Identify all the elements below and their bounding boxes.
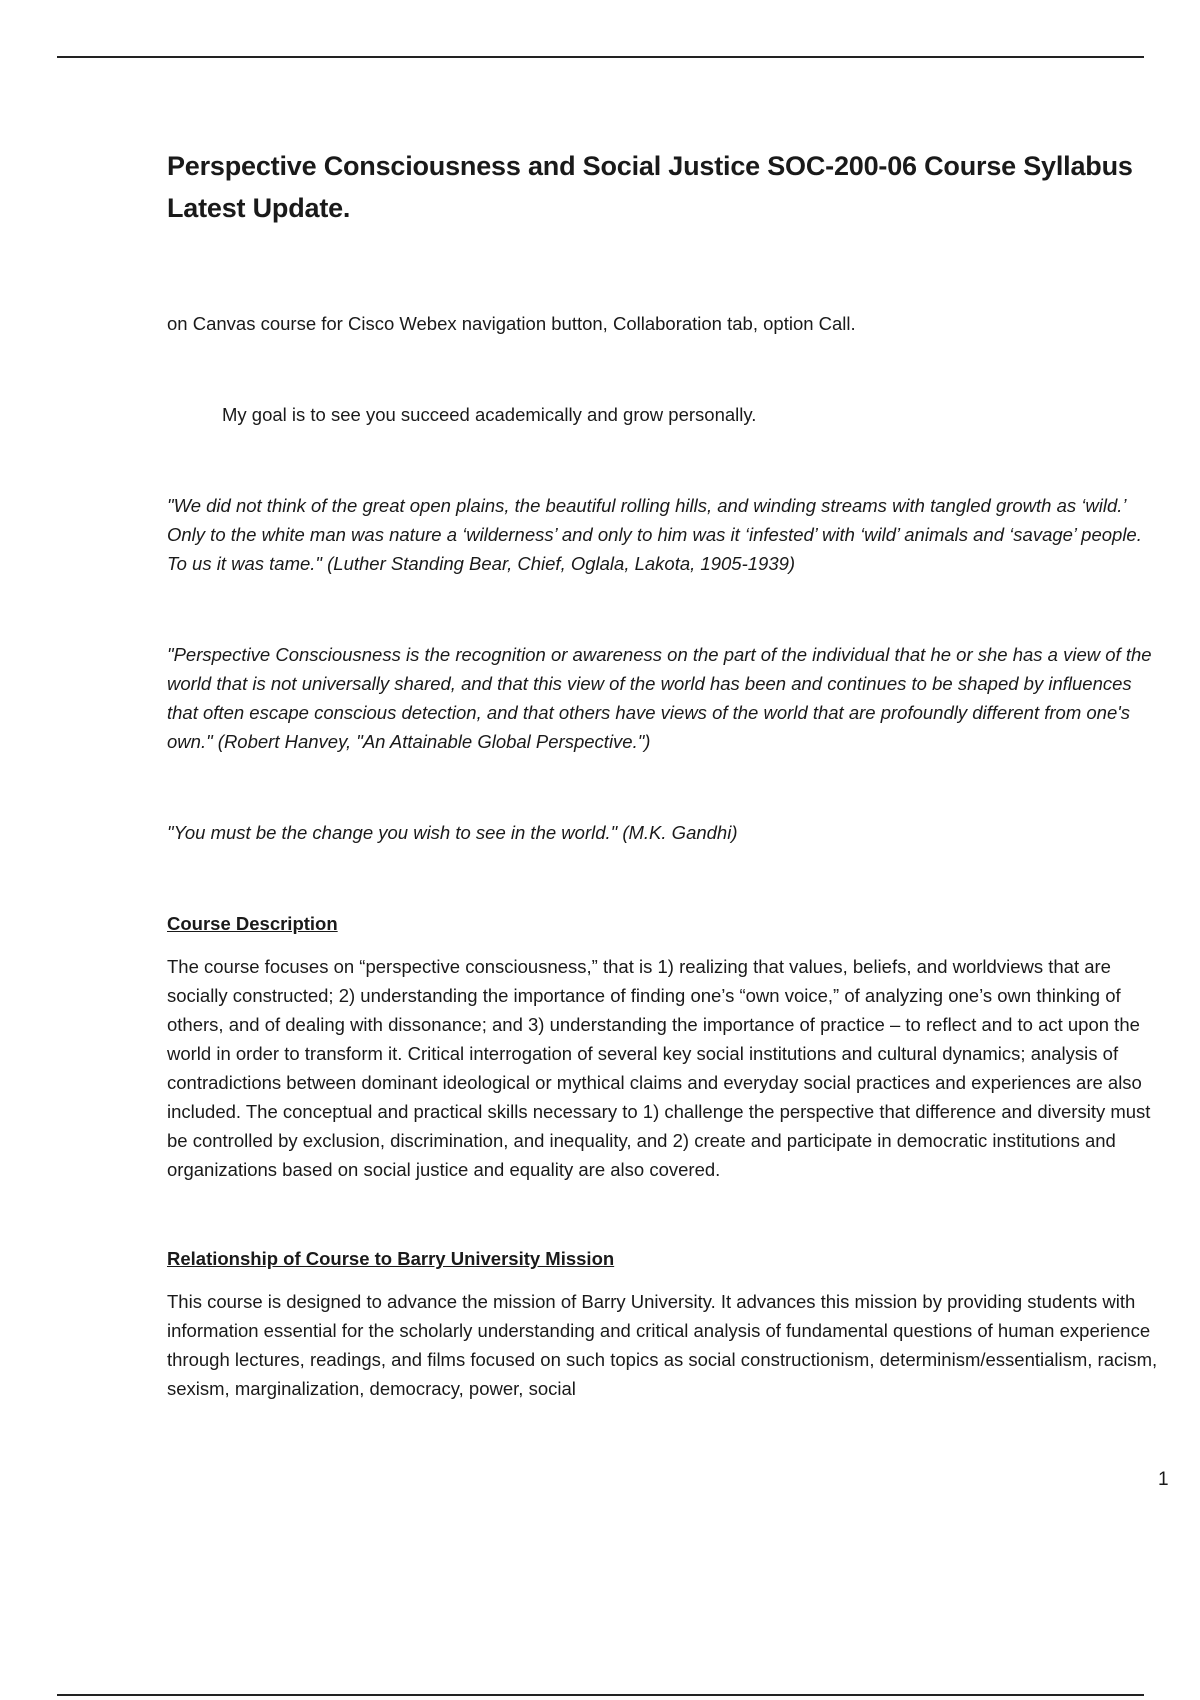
canvas-note: on Canvas course for Cisco Webex navigation button, Collaboration tab, option Call. xyxy=(167,313,856,334)
quote-gandhi: "You must be the change you wish to see in the world." (M.K. Gandhi) xyxy=(167,822,738,843)
course-description-body: The course focuses on “perspective consciousness,” that is 1) realizing that values, beliefs, and worldviews that are socially constructed; 2) understanding the importance of finding one’s “own voice,” of analyzing one’s own thinking of others, and of dealing with dissonance; and 3) understanding the importance of practice – to reflect and to act upon the world in order to transform it. Critical interrogation of several key social institutions and cultural dynamics; analysis of contradictions between dominant ideological or mythical claims and everyday social practices and experiences are also included. The conceptual and practical skills necessary to 1) challenge the perspective that difference and diversity must be controlled by exclusion, discrimination, and inequality, and 2) create and participate in democratic institutions and organizations based on social justice and equality are also covered. xyxy=(167,956,1151,1180)
goal-statement: My goal is to see you succeed academically and grow personally. xyxy=(222,404,757,425)
page-content xyxy=(167,145,1165,1403)
document-title: Perspective Consciousness and Social Justice SOC-200-06 Course Syllabus Latest Update. xyxy=(167,151,1133,223)
course-description-heading: Course Description xyxy=(167,913,338,934)
page-number: 1 xyxy=(1158,1469,1169,1490)
mission-heading: Relationship of Course to Barry University Mission xyxy=(167,1248,615,1269)
top-rule xyxy=(57,56,1144,58)
quote-standing-bear: "We did not think of the great open plains, the beautiful rolling hills, and winding streams with tangled growth as ‘wild.’ Only to the white man was nature a ‘wilderness’ and only to him was it ‘infested’ with ‘wild’ animals and ‘savage’ people. To us it was tame." (Luther Standing Bear, Chief, Oglala, Lakota, 1905-1939) xyxy=(167,495,1142,574)
quote-hanvey: "Perspective Consciousness is the recognition or awareness on the part of the individual that he or she has a view of the world that is not universally shared, and that this view of the world has been and continues to be shaped by influences that often escape conscious detection, and that others have views of the world that are profoundly different from one's own." (Robert Hanvey, "An Attainable Global Perspective.") xyxy=(167,644,1152,752)
bottom-rule xyxy=(57,1694,1144,1696)
mission-body: This course is designed to advance the mission of Barry University. It advances this mission by providing students with information essential for the scholarly understanding and critical analysis of fundamental questions of human experience through lectures, readings, and films focused on such topics as social constructionism, determinism/essentialism, racism, sexism, marginalization, democracy, power, social xyxy=(167,1291,1158,1399)
